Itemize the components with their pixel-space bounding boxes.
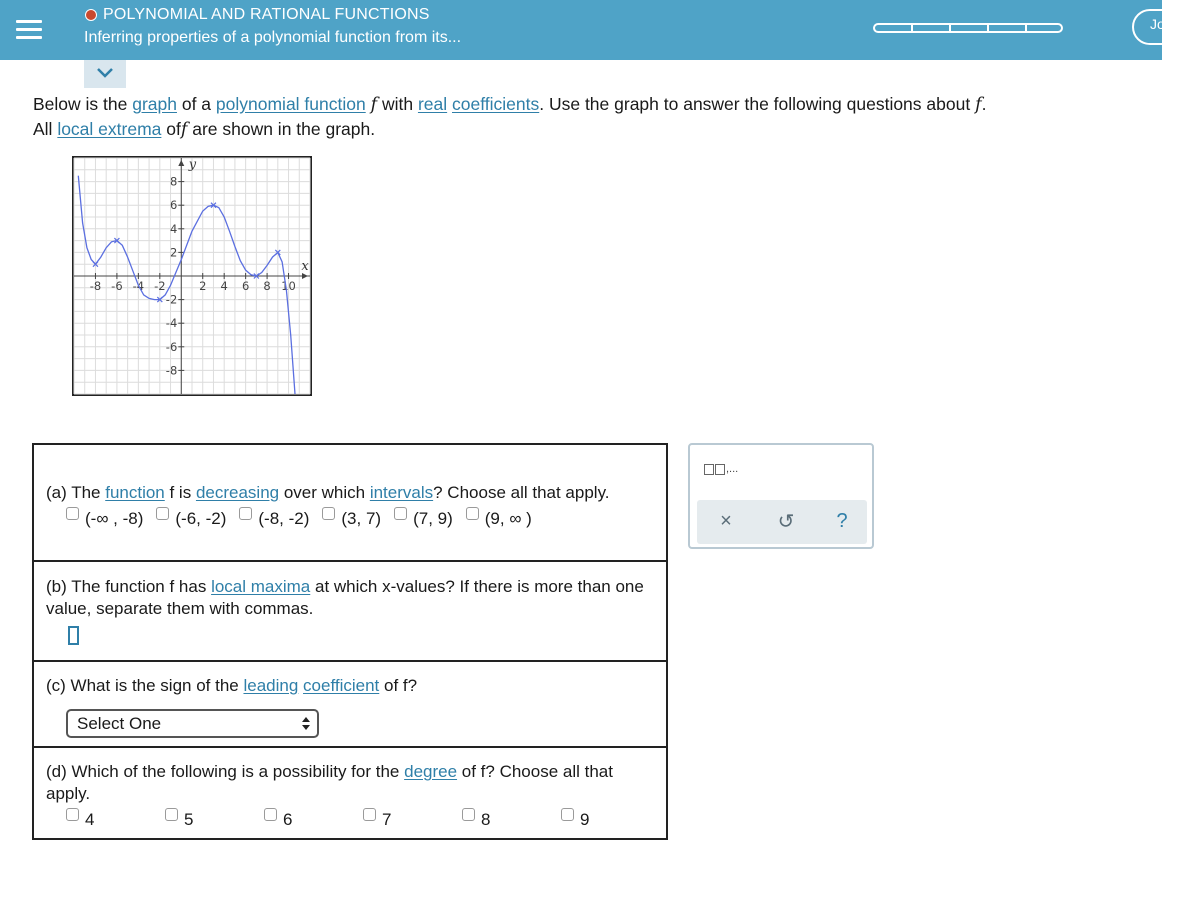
help-button[interactable]	[827, 506, 857, 536]
progress-segment	[1025, 23, 1063, 33]
x-tick-label: 10	[281, 279, 296, 293]
x-tick-label: -2	[154, 279, 166, 293]
problem-prompt	[33, 92, 1163, 142]
topic-title	[85, 6, 430, 24]
checkbox[interactable]	[66, 507, 79, 520]
y-tick-label: 8	[169, 174, 178, 189]
question-a	[34, 445, 666, 560]
coefficients-link[interactable]: coefficients	[452, 94, 540, 114]
y-tick-label: -4	[165, 316, 178, 331]
top-bar	[0, 0, 1165, 60]
y-axis-label: y	[188, 157, 197, 173]
checkbox[interactable]	[363, 808, 376, 821]
question-a-text: (a) The function f is decreasing over which intervals? Choose all that apply.	[46, 483, 610, 502]
interval-option[interactable]: (9, ∞ )	[466, 508, 532, 530]
select-arrows-icon	[302, 717, 310, 730]
function-link[interactable]: function	[105, 483, 165, 502]
answer-tool-palette	[688, 443, 874, 549]
close-icon: ×	[720, 509, 732, 532]
graph-link[interactable]: graph	[132, 94, 177, 114]
checkbox[interactable]	[156, 507, 169, 520]
question-c	[34, 660, 666, 746]
interval-option[interactable]: (-6, -2)	[156, 508, 226, 530]
question-d-options	[46, 809, 654, 831]
y-tick-label: -6	[165, 339, 178, 354]
x-tick-label: 8	[263, 279, 271, 293]
interval-option[interactable]: (-8, -2)	[239, 508, 309, 530]
question-c-text: (c) What is the sign of the leading coefficient of f?	[46, 676, 418, 695]
topic-label: POLYNOMIAL AND RATIONAL FUNCTIONS	[103, 6, 430, 23]
undo-icon: ↺	[777, 510, 795, 533]
intervals-link[interactable]: intervals	[369, 483, 434, 502]
degree-option[interactable]: 6	[264, 809, 363, 831]
checkbox[interactable]	[239, 507, 252, 520]
undo-button[interactable]	[771, 506, 801, 536]
interval-option[interactable]: (-∞ , -8)	[66, 508, 143, 530]
x-tick-label: 2	[199, 279, 207, 293]
checkbox[interactable]	[394, 507, 407, 520]
x-axis-label: x	[301, 259, 309, 275]
progress-segment	[987, 23, 1025, 33]
checkbox[interactable]	[561, 808, 574, 821]
checkbox[interactable]	[466, 507, 479, 520]
expand-topic-button[interactable]	[84, 60, 126, 88]
x-tick-label: -4	[132, 279, 145, 293]
sign-select[interactable]	[66, 709, 319, 738]
help-icon: ?	[836, 509, 848, 532]
prompt-line-1: Below is the graph of a polynomial function f with real coefficients. Use the graph to answer the following questions about f.	[33, 94, 987, 115]
progress-segment	[949, 23, 987, 33]
degree-option[interactable]: 4	[66, 809, 165, 831]
y-tick-label: -8	[165, 363, 178, 378]
topic-status-dot	[85, 9, 97, 21]
local-maxima-answer-input[interactable]	[68, 626, 79, 645]
x-tick-label: 6	[241, 279, 250, 293]
checkbox[interactable]	[66, 808, 79, 821]
chevron-down-icon	[97, 68, 113, 78]
palette-actions	[697, 500, 867, 544]
checkbox[interactable]	[322, 507, 335, 520]
local-maxima-link[interactable]: local maxima	[211, 577, 311, 596]
x-tick-label: 4	[220, 279, 228, 293]
question-a-options	[46, 508, 654, 530]
checkbox[interactable]	[165, 808, 178, 821]
degree-option[interactable]: 8	[462, 809, 561, 831]
leading-link[interactable]: leading	[243, 676, 299, 695]
degree-option[interactable]: 7	[363, 809, 462, 831]
progress-indicator	[873, 23, 1063, 33]
clear-button[interactable]	[711, 506, 741, 536]
interval-option[interactable]: (3, 7)	[322, 508, 381, 530]
prompt-line-2: All local extrema off are shown in the graph.	[33, 119, 376, 140]
y-axis-arrow	[178, 160, 184, 166]
box-icon	[715, 464, 725, 475]
real-link[interactable]: real	[417, 94, 448, 114]
polynomial-graph	[72, 156, 312, 396]
y-tick-label: -2	[165, 292, 178, 307]
insert-list-button[interactable]: ,...	[704, 463, 738, 475]
polynomial-function-link[interactable]: polynomial function	[215, 94, 366, 114]
y-tick-label: 4	[169, 221, 178, 236]
progress-segment	[873, 23, 911, 33]
coefficient-link[interactable]: coefficient	[303, 676, 380, 695]
menu-icon[interactable]	[12, 14, 46, 46]
progress-segment	[911, 23, 949, 33]
box-icon	[704, 464, 714, 475]
questions-panel	[32, 443, 668, 840]
checkbox[interactable]	[264, 808, 277, 821]
sign-select-value: Select One	[77, 714, 162, 733]
question-b-text: (b) The function f has local maxima at which x-values? If there is more than one value, separate them with commas.	[46, 577, 644, 618]
degree-link[interactable]: degree	[404, 762, 458, 781]
graph-canvas	[74, 158, 310, 394]
x-tick-label: -8	[89, 279, 102, 293]
subtopic-title: Inferring properties of a polynomial function from its...	[84, 29, 462, 46]
question-d	[34, 746, 666, 838]
interval-option[interactable]: (7, 9)	[394, 508, 453, 530]
x-tick-label: -6	[111, 279, 123, 293]
degree-option[interactable]: 9	[561, 809, 589, 831]
y-tick-label: 6	[169, 198, 178, 213]
y-tick-label: 2	[169, 245, 178, 260]
degree-option[interactable]: 5	[165, 809, 264, 831]
question-d-text: (d) Which of the following is a possibility for the degree of f? Choose all that apply.	[46, 762, 613, 803]
question-b	[34, 560, 666, 660]
local-extrema-link[interactable]: local extrema	[57, 119, 162, 139]
decreasing-link[interactable]: decreasing	[195, 483, 280, 502]
checkbox[interactable]	[462, 808, 475, 821]
account-button[interactable]: Jo	[1132, 9, 1192, 45]
